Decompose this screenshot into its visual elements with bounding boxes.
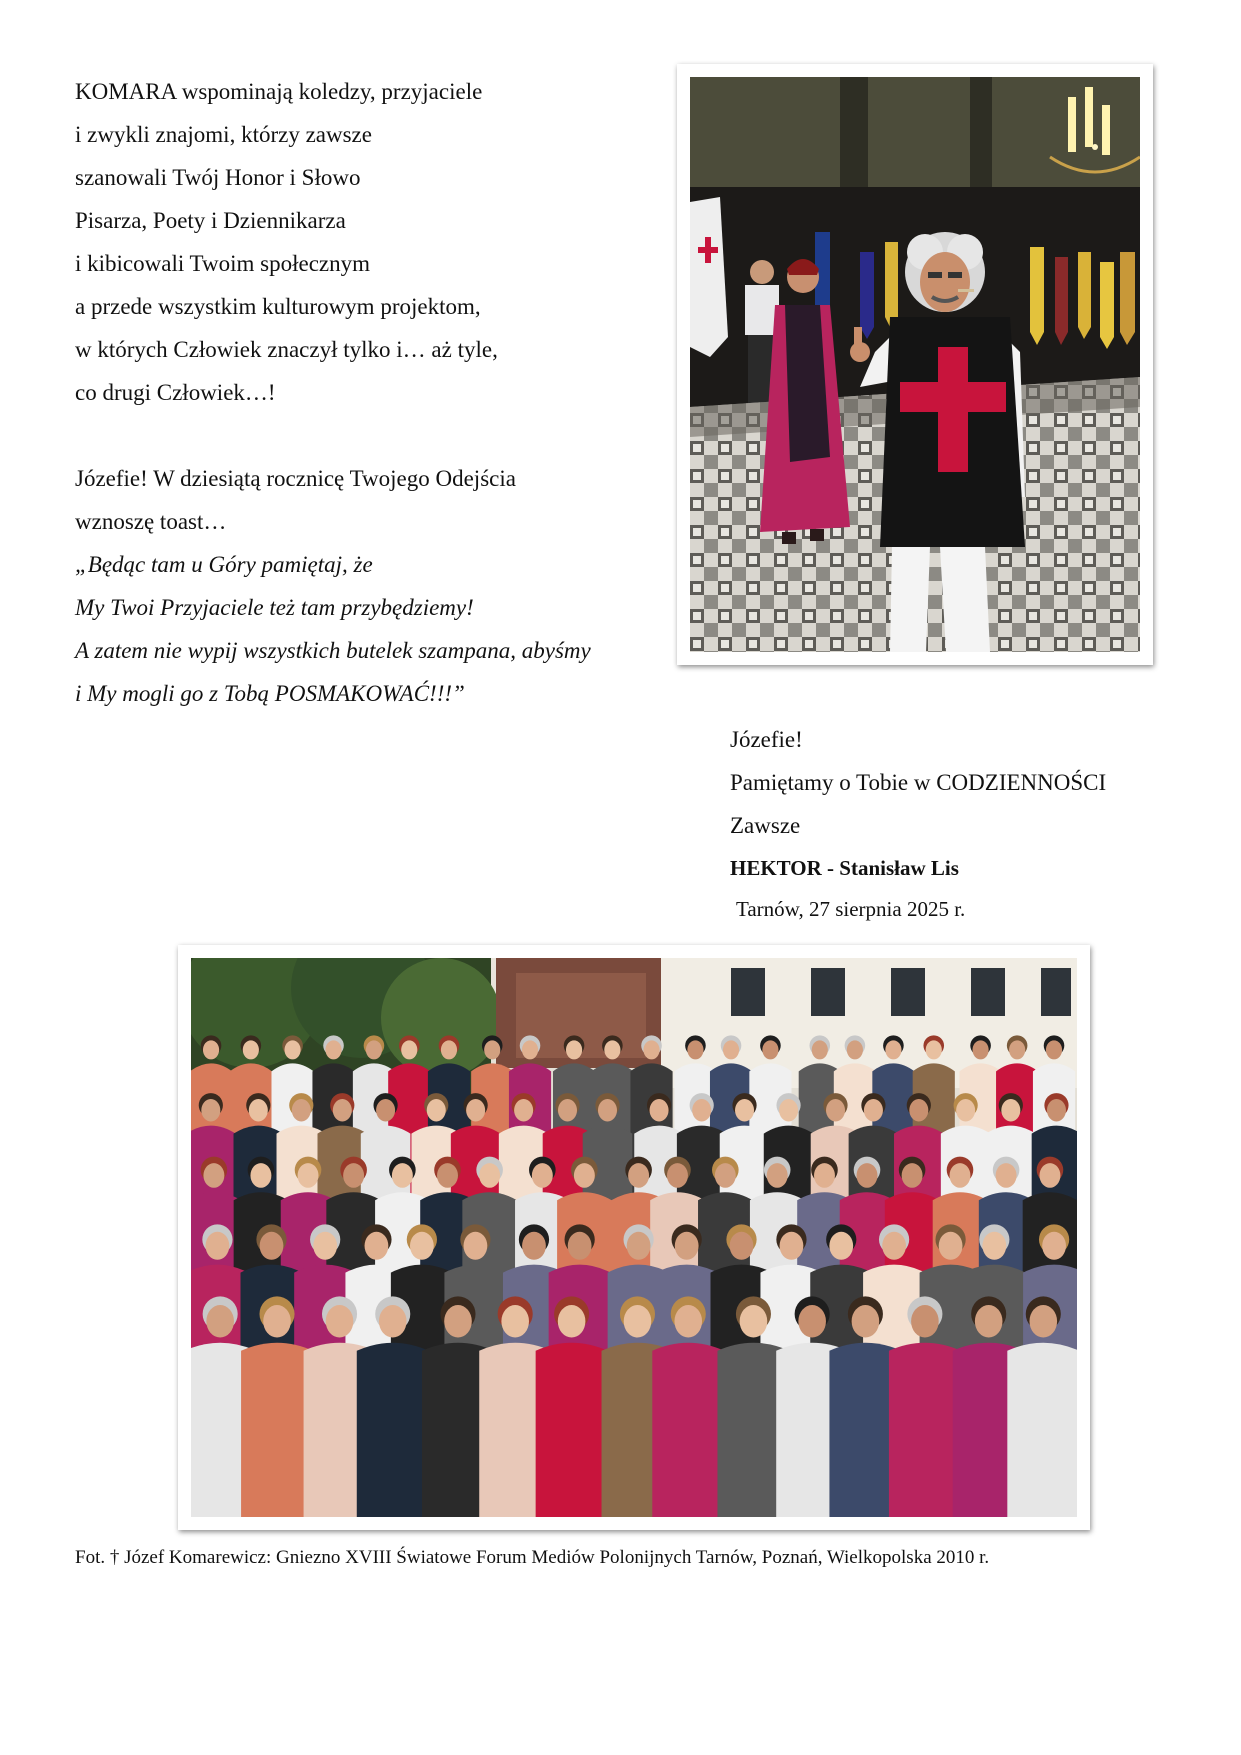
toast-line: Józefie! W dziesiątą rocznicę Twojego Odejścia	[75, 466, 516, 491]
toast-line: wznoszę toast…	[75, 509, 227, 534]
crowd-person-face	[343, 1163, 364, 1188]
photo-group	[178, 945, 1090, 1530]
crowd-person-face	[313, 1232, 337, 1260]
crowd-person-face	[902, 1163, 923, 1188]
crowd-person-face	[1029, 1305, 1057, 1337]
crowd-person-face	[950, 1163, 971, 1188]
crowd-person-body	[652, 1343, 724, 1517]
crowd-person-face	[444, 1305, 472, 1337]
crowd-person-face	[376, 1099, 395, 1121]
crowd-person-face	[598, 1099, 617, 1121]
intro-line: szanowali Twój Honor i Słowo	[75, 165, 361, 190]
crowd-person-face	[249, 1099, 268, 1121]
crowd-person-face	[780, 1232, 804, 1260]
crowd-person-face	[814, 1163, 835, 1188]
crowd-person-body	[536, 1343, 608, 1517]
crowd-person-face	[1042, 1232, 1066, 1260]
crowd-person-face	[379, 1305, 407, 1337]
crowd-person-face	[201, 1099, 220, 1121]
crowd-person-face	[410, 1232, 434, 1260]
intro-line: a przede wszystkim kulturowym projektom,	[75, 294, 481, 319]
crowd-person-face	[735, 1099, 754, 1121]
crowd-person-face	[864, 1099, 883, 1121]
crowd-person-body	[889, 1343, 961, 1517]
crowd-person-face	[715, 1163, 736, 1188]
intro-line: KOMARA wspominają koledzy, przyjaciele	[75, 79, 483, 104]
photo-group-image	[191, 958, 1077, 1517]
signature-greeting: Józefie!	[730, 727, 803, 752]
crowd-person-face	[882, 1232, 906, 1260]
photo-templar-image	[690, 77, 1140, 652]
crowd-person-face	[909, 1099, 928, 1121]
crowd-person-face	[650, 1099, 669, 1121]
crowd-person-face	[558, 1099, 577, 1121]
crowd-person-face	[203, 1040, 219, 1059]
crowd-person-face	[260, 1232, 284, 1260]
toast-quote-line: „Będąc tam u Góry pamiętaj, że	[75, 552, 373, 577]
crowd-person-face	[263, 1305, 291, 1337]
crowd-person-face	[1047, 1099, 1066, 1121]
crowd-person-face	[996, 1163, 1017, 1188]
crowd-person-face	[464, 1232, 488, 1260]
crowd-person-face	[206, 1305, 234, 1337]
crowd-person-face	[911, 1305, 939, 1337]
crowd-person-face	[723, 1040, 739, 1059]
crowd-person-face	[392, 1163, 413, 1188]
crowd-person-face	[325, 1040, 341, 1059]
intro-line: i kibicowali Twoim społecznym	[75, 251, 371, 276]
crowd-person-face	[604, 1040, 620, 1059]
crowd-person-face	[501, 1305, 529, 1337]
crowd-person-face	[1039, 1163, 1060, 1188]
signature-line: Pamiętamy o Tobie w CODZIENNOŚCI	[730, 770, 1107, 795]
crowd-person-face	[532, 1163, 553, 1188]
crowd-person-face	[857, 1163, 878, 1188]
signature-place-date: Tarnów, 27 sierpnia 2025 r.	[736, 897, 966, 921]
crowd-person-face	[522, 1040, 538, 1059]
photo-templar-costume	[677, 64, 1153, 665]
crowd-person-face	[885, 1040, 901, 1059]
crowd-person-face	[687, 1040, 703, 1059]
crowd-person-face	[566, 1040, 582, 1059]
crowd-person-face	[1009, 1040, 1025, 1059]
crowd-person-face	[284, 1040, 300, 1059]
intro-text-block	[75, 70, 675, 715]
crowd-person-face	[852, 1305, 880, 1337]
toast-quote-line: My Twoi Przyjaciele też tam przybędziemy!	[75, 595, 474, 620]
crowd-person-face	[767, 1163, 788, 1188]
crowd-person-face	[675, 1232, 699, 1260]
crowd-person-face	[692, 1099, 711, 1121]
crowd-person-face	[326, 1305, 354, 1337]
signature-block	[730, 718, 1106, 928]
crowd-person-face	[829, 1232, 853, 1260]
crowd-person-face	[982, 1232, 1006, 1260]
toast-quote-line: A zatem nie wypij wszystkich butelek szampana, abyśmy	[75, 638, 591, 663]
crowd-person-face	[926, 1040, 942, 1059]
crowd-person-face	[466, 1099, 485, 1121]
crowd-person-face	[514, 1099, 533, 1121]
crowd-person-face	[250, 1163, 271, 1188]
crowd-person-face	[847, 1040, 863, 1059]
crowd-person-face	[365, 1232, 389, 1260]
crowd-person-face	[627, 1232, 651, 1260]
intro-line: Pisarza, Poety i Dziennikarza	[75, 208, 346, 233]
crowd-person-face	[643, 1040, 659, 1059]
crowd-person-face	[479, 1163, 500, 1188]
crowd-person-body	[357, 1343, 429, 1517]
intro-line: w których Człowiek znaczył tylko i… aż tyle,	[75, 337, 498, 362]
crowd-person-face	[298, 1163, 319, 1188]
crowd-person-face	[762, 1040, 778, 1059]
crowd-person-face	[779, 1099, 798, 1121]
toast-quote-line: i My mogli go z Tobą POSMAKOWAĆ!!!”	[75, 681, 465, 706]
crowd-person-face	[568, 1232, 592, 1260]
crowd-person-face	[674, 1305, 702, 1337]
crowd-person-face	[1001, 1099, 1020, 1121]
crowd-person-face	[441, 1040, 457, 1059]
crowd-person-face	[956, 1099, 975, 1121]
crowd-person-face	[203, 1163, 224, 1188]
crowd-person-face	[972, 1040, 988, 1059]
crowd-person-face	[292, 1099, 311, 1121]
crowd-person-body	[241, 1343, 313, 1517]
crowd-person-face	[427, 1099, 446, 1121]
signature-author: HEKTOR - Stanisław Lis	[730, 856, 959, 880]
crowd-person-face	[730, 1232, 754, 1260]
crowd-person-face	[826, 1099, 845, 1121]
crowd-person-face	[333, 1099, 352, 1121]
crowd-person-face	[437, 1163, 458, 1188]
photo-caption: Fot. † Józef Komarewicz: Gniezno XVIII Światowe Forum Mediów Polonijnych Tarnów, Poznań, Wielkopolska 2010 r.	[75, 1547, 990, 1568]
crowd-person-face	[975, 1305, 1003, 1337]
crowd-person-face	[939, 1232, 963, 1260]
crowd-person-face	[243, 1040, 259, 1059]
crowd-person-face	[628, 1163, 649, 1188]
crowd-person-face	[366, 1040, 382, 1059]
crowd-person-face	[401, 1040, 417, 1059]
intro-line: co drugi Człowiek…!	[75, 380, 276, 405]
crowd-person-body	[1007, 1343, 1077, 1517]
crowd-person-face	[667, 1163, 688, 1188]
crowd-person-face	[574, 1163, 595, 1188]
signature-line: Zawsze	[730, 813, 801, 838]
crowd-person-face	[798, 1305, 826, 1337]
crowd-person-face	[558, 1305, 586, 1337]
paragraph-gap	[75, 414, 675, 457]
crowd-person-face	[624, 1305, 652, 1337]
crowd-person-face	[522, 1232, 546, 1260]
crowd-person-face	[484, 1040, 500, 1059]
crowd-person-face	[740, 1305, 768, 1337]
intro-line: i zwykli znajomi, którzy zawsze	[75, 122, 372, 147]
crowd-person-face	[812, 1040, 828, 1059]
crowd-person-face	[1046, 1040, 1062, 1059]
crowd-person-face	[206, 1232, 230, 1260]
